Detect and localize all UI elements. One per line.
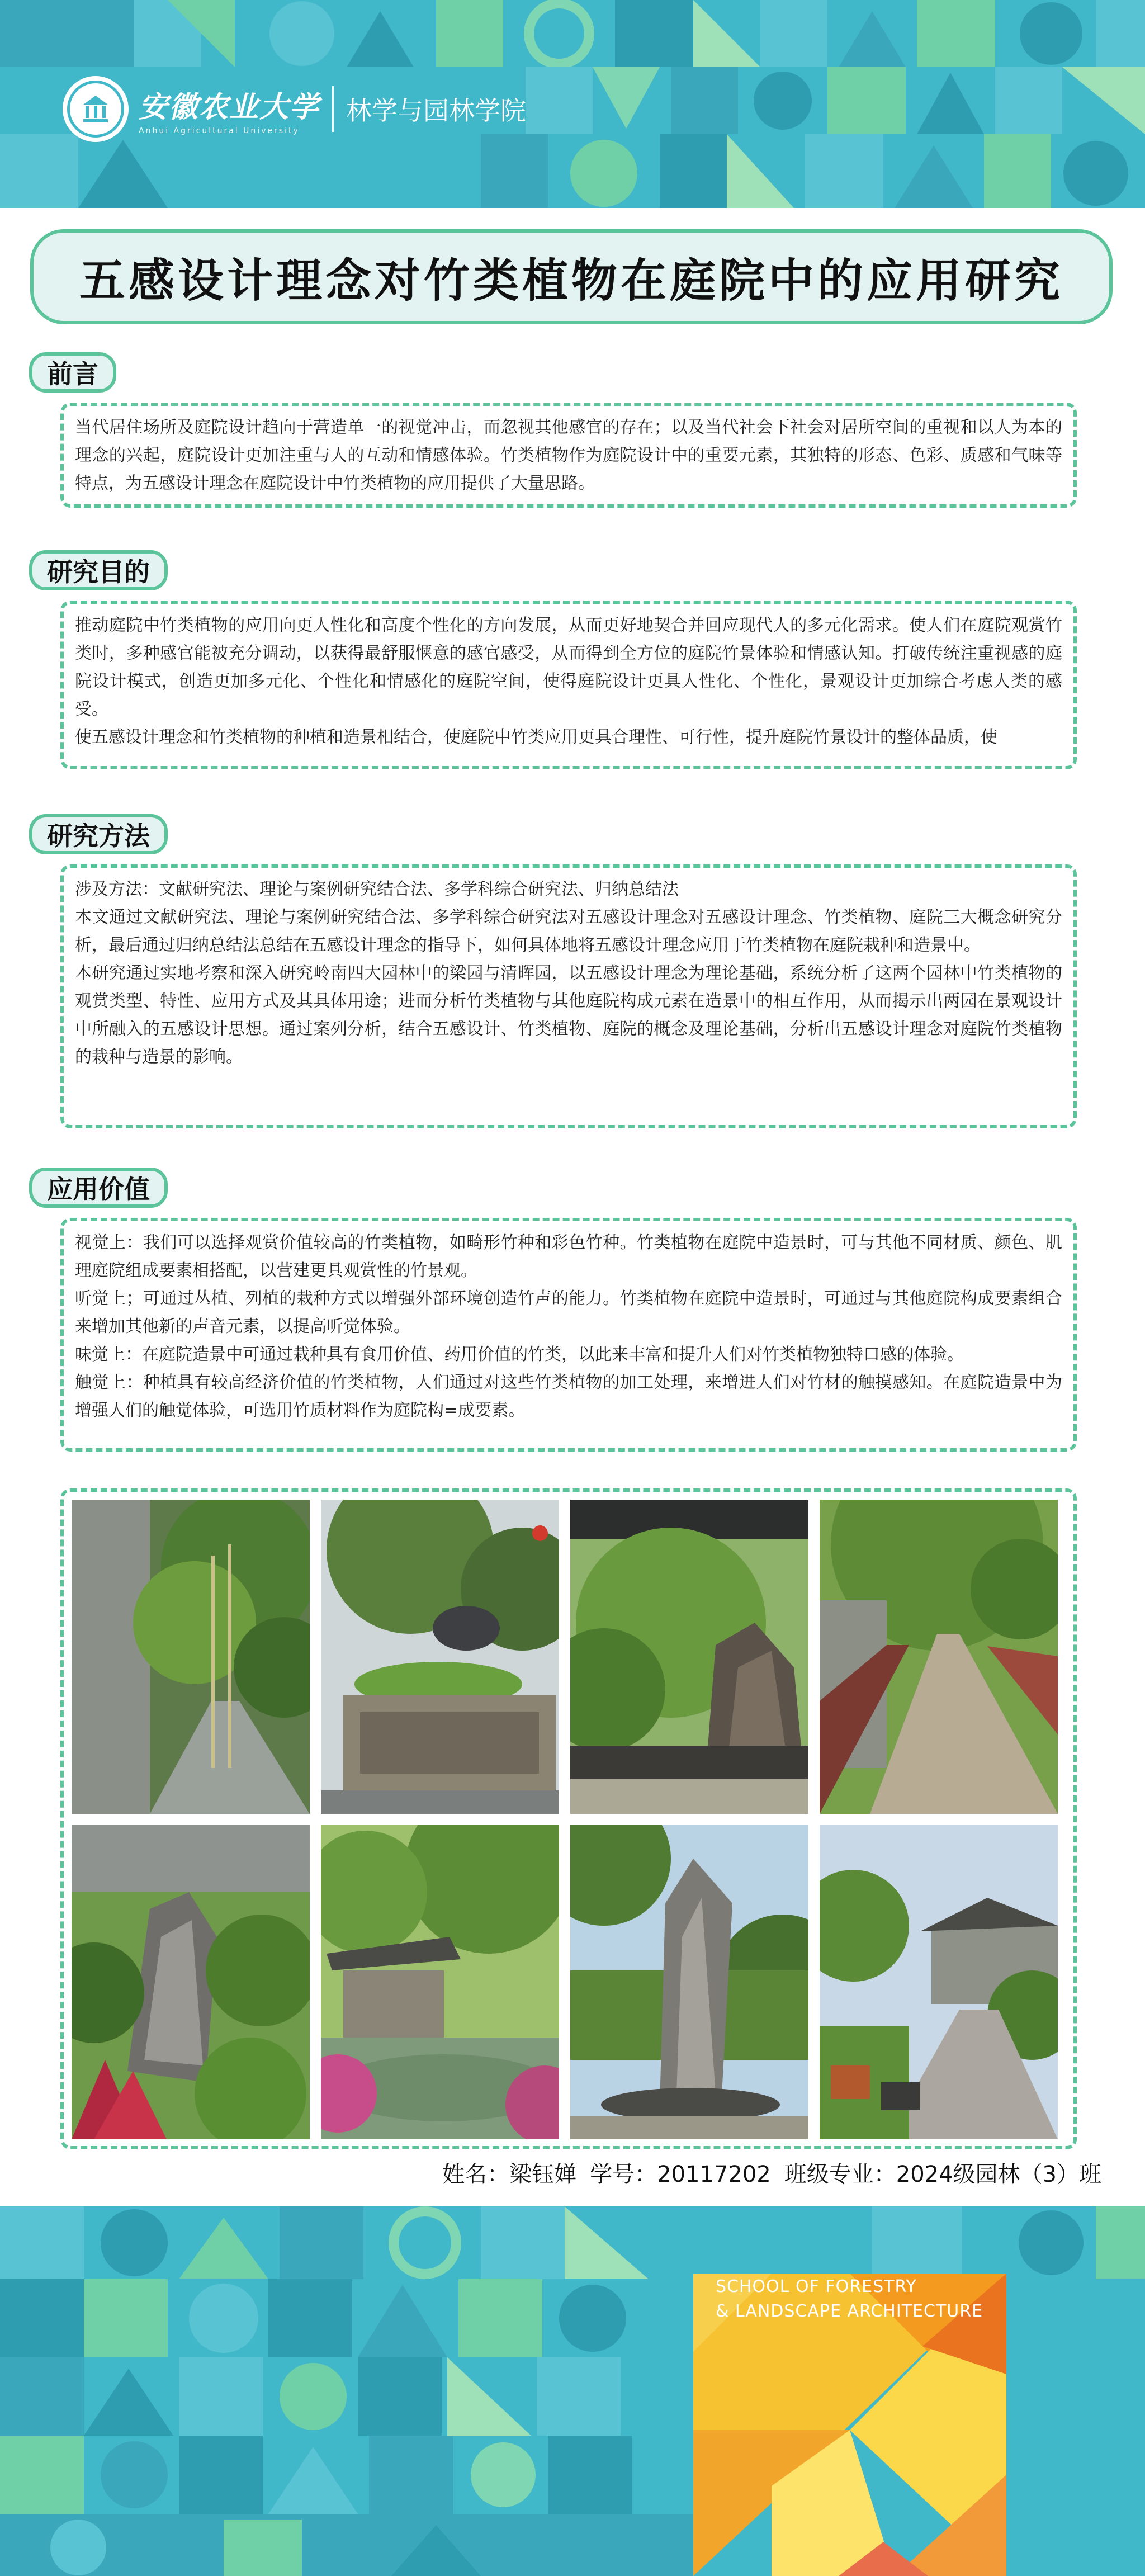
header-banner <box>0 0 1145 208</box>
photo-pond-pavilion <box>321 1825 559 2139</box>
section-body-method <box>60 864 1077 1128</box>
value-paragraph-touch: 触觉上：种植具有较高经济价值的竹类植物，人们通过对这些竹类植物的加工处理，来增进人们对竹材的触摸感知。在庭院造景中为增强人们的触觉体验，可选用竹质材料作为庭院构=成要素。 <box>75 1373 1062 1420</box>
photo-rockery-planter <box>321 1500 559 1814</box>
university-logo <box>63 73 526 145</box>
section-body-value <box>60 1218 1077 1452</box>
university-name-en: Anhui Agricultural University <box>139 126 300 135</box>
method-paragraph: 本研究通过实地考察和深入研究岭南四大园林中的梁园与清晖园，以五感设计理念为理论基础，系统分析了这两个园林中竹类植物的观赏类型、特性、应用方式及其具体用途；进而分析竹类植物与其他庭院构成元素在造景中的相互作用，从而揭示出两园在景观设计中所融入的五感设计思想。通过案列分析，结合五感设计、竹类植物、庭院的概念及理论基础，分析出五感设计理念对庭院竹类植物的栽种与造景的影响。 <box>75 963 1062 1067</box>
section-label-purpose: 研究目的 <box>29 550 168 590</box>
method-paragraph: 涉及方法：文献研究法、理论与案例研究结合法、多学科综合研究法、归纳总结法 <box>75 880 679 899</box>
logo-divider <box>332 86 334 132</box>
section-label-method: 研究方法 <box>29 814 168 854</box>
section-body-foreword <box>60 403 1077 508</box>
value-paragraph-hearing: 听觉上；可通过丛植、列植的栽种方式以增强外部环境创造竹声的能力。竹类植物在庭院中造景时，可通过与其他庭院构成要素组合来增加其他新的声音元素，以提高听觉体验。 <box>75 1289 1062 1336</box>
purpose-paragraph: 推动庭院中竹类植物的应用向更人性化和高度个性化的方向发展，从而更好地契合并回应现代人的多元化需求。使人们在庭院观赏竹类时，多种感官能被充分调动，以获得最舒服惬意的感官感受，从而得到全方位的庭院竹景体验和情感认知。打破传统注重视感的庭院设计模式，创造更加多元化、个性化和情感化的庭院空间，使得庭院设计更具人性化、个性化，景观设计更加综合考虑人类的感受。 <box>75 616 1062 719</box>
university-name <box>139 83 320 135</box>
university-seal-icon <box>63 76 129 142</box>
school-name-en <box>716 2275 983 2324</box>
school-name-en-line1: SCHOOL OF FORESTRY <box>716 2277 917 2296</box>
university-name-cn: 安徽农业大学 <box>139 89 320 124</box>
section-label-foreword: 前言 <box>29 352 116 393</box>
footer-banner <box>0 2206 1145 2576</box>
method-paragraph: 本文通过文献研究法、理论与案例研究结合法、多学科综合研究法对五感设计理念对五感设计理念、竹类植物、庭院三大概念研究分析，最后通过归纳总结法总结在五感设计理念的指导下，如何具体地将五感设计理念应用于竹类植物在庭院栽种和造景中。 <box>75 907 1062 955</box>
foreword-paragraph: 当代居住场所及庭院设计趋向于营造单一的视觉冲击，而忽视其他感官的存在；以及当代社会下社会对居所空间的重视和以人为本的理念的兴起，庭院设计更加注重与人的互动和情感体验。竹类植物作为庭院设计中的重要元素，其独特的形态、色彩、质感和气味等特点，为五感设计理念在庭院设计中竹类植物的应用提供了大量思路。 <box>75 418 1062 493</box>
photo-garden-path-bamboo <box>72 1500 310 1814</box>
photo-bamboo-rock-corridor <box>570 1500 808 1814</box>
student-id: 学号：20117202 <box>590 2161 771 2187</box>
poster-title-box <box>30 229 1113 324</box>
school-name-en-line2: & LANDSCAPE ARCHITECTURE <box>716 2301 983 2321</box>
value-paragraph-visual: 视觉上：我们可以选择观赏价值较高的竹类植物，如畸形竹种和彩色竹种。竹类植物在庭院中造景时，可与其他不同材质、颜色、肌理庭院组成要素相搭配，以营建更具观赏性的竹景观。 <box>75 1233 1062 1280</box>
student-info <box>425 2153 1101 2192</box>
photo-rock-shrubs <box>72 1825 310 2139</box>
student-name: 姓名：梁钰婵 <box>442 2161 577 2187</box>
photo-bamboo-walkway <box>820 1500 1058 1814</box>
student-class: 班级专业：2024级园林（3）班 <box>784 2161 1101 2187</box>
section-body-purpose <box>60 601 1077 769</box>
department-name: 林学与园林学院 <box>346 96 527 126</box>
value-paragraph-taste: 味觉上：在庭院造景中可通过栽种具有食用价值、药用价值的竹类，以此来丰富和提升人们对竹类植物独特口感的体验。 <box>75 1345 964 1364</box>
photo-tall-rock <box>570 1825 808 2139</box>
section-label-value: 应用价值 <box>29 1168 168 1208</box>
photo-courtyard-path <box>820 1825 1058 2139</box>
footer-pattern <box>0 2206 1145 2576</box>
purpose-paragraph: 使五感设计理念和竹类植物的种植和造景相结合，使庭院中竹类应用更具合理性、可行性，提升庭院竹景设计的整体品质，使 <box>75 727 997 747</box>
photo-gallery <box>60 1488 1077 2149</box>
poster-title: 五感设计理念对竹类植物在庭院中的应用研究 <box>79 253 1063 308</box>
